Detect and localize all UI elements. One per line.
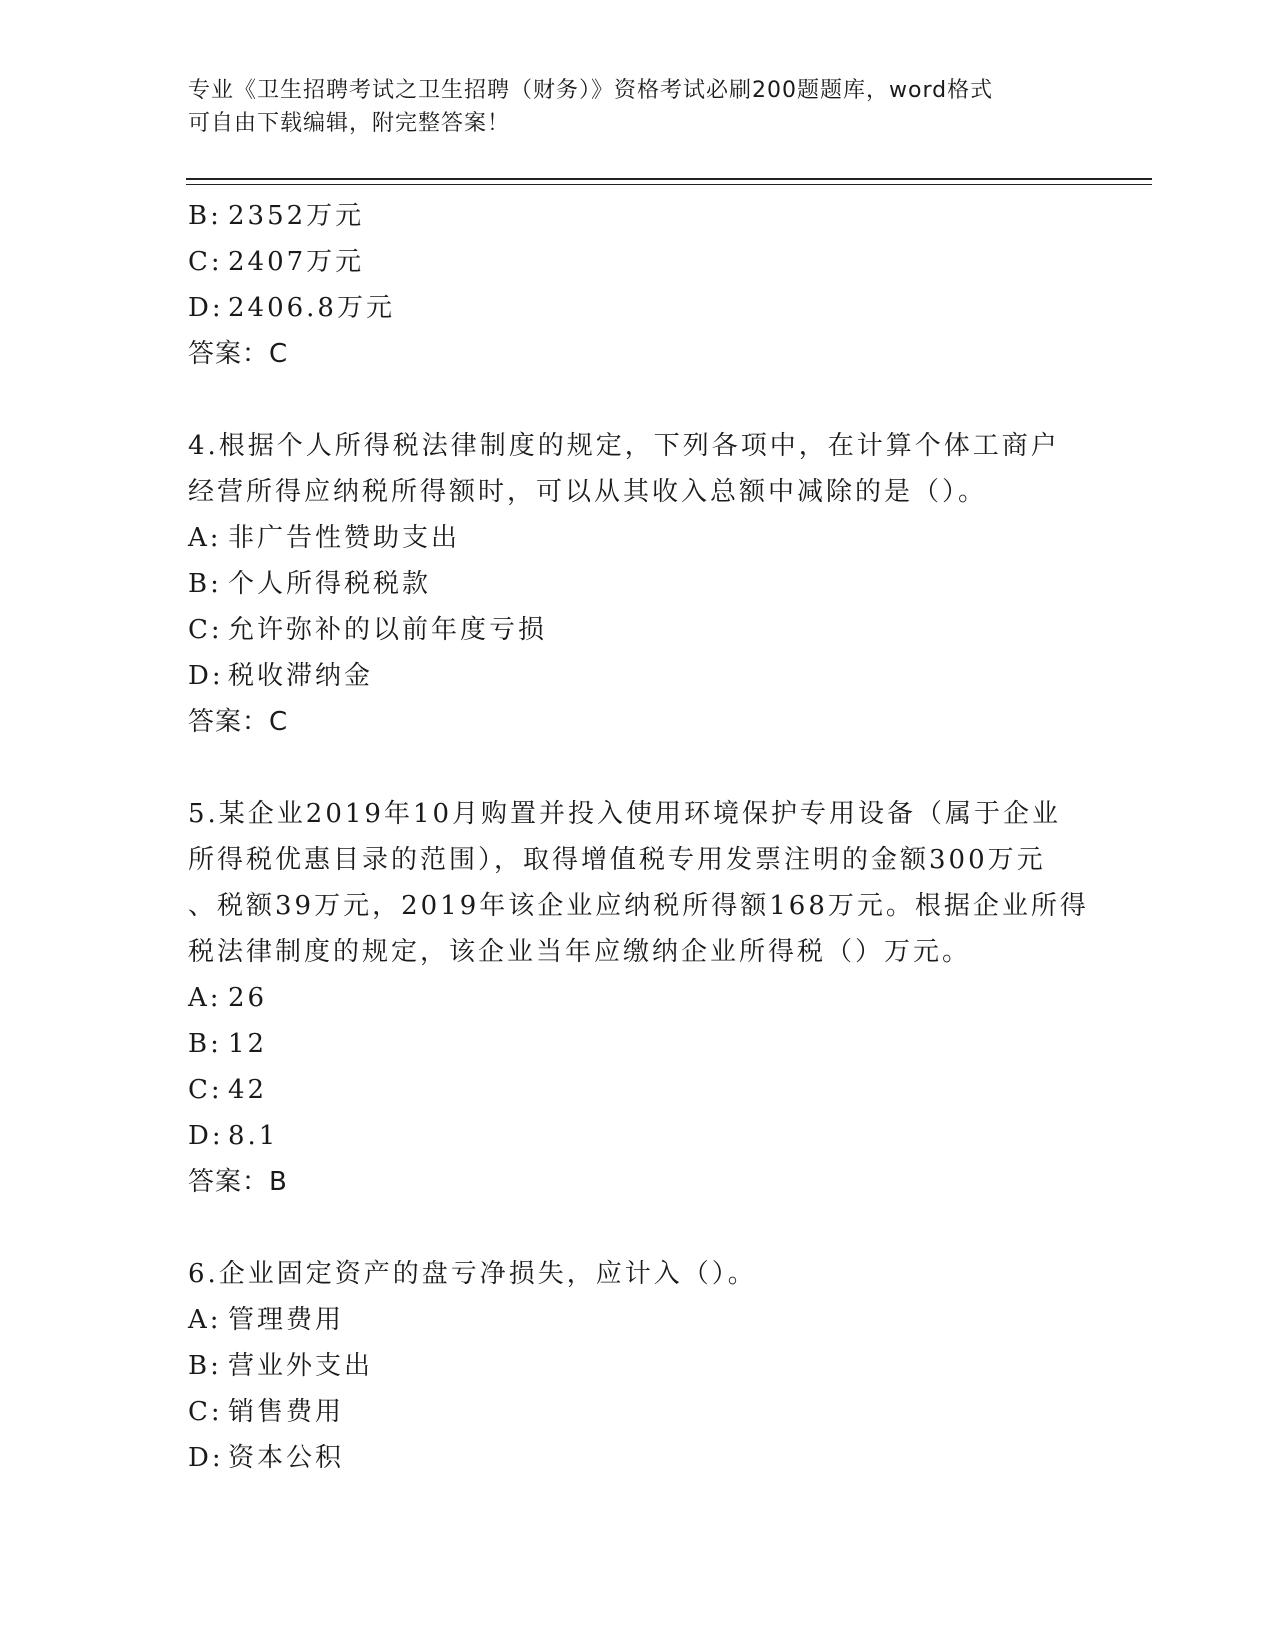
option-text: 营业外支出 xyxy=(228,1351,374,1381)
question-3-tail xyxy=(188,193,1088,377)
option-text: 非广告性赞助支出 xyxy=(228,523,461,553)
option-letter: D: xyxy=(188,661,224,691)
spacer xyxy=(188,377,1088,423)
option-text: 2406.8万元 xyxy=(228,293,395,323)
option-text: 税收滞纳金 xyxy=(228,661,374,691)
option-letter: C: xyxy=(188,615,223,645)
option-b xyxy=(188,561,1088,607)
option-a xyxy=(188,515,1088,561)
option-letter: A: xyxy=(188,523,222,553)
option-letter: B: xyxy=(188,569,222,599)
option-text: 2352万元 xyxy=(228,201,365,231)
question-stem-line: 5.某企业2019年10月购置并投入使用环境保护专用设备（属于企业 xyxy=(188,799,1062,829)
option-b xyxy=(188,1343,1088,1389)
spacer xyxy=(188,745,1088,791)
option-text: 管理费用 xyxy=(228,1305,345,1335)
option-letter: A: xyxy=(188,983,222,1013)
option-d xyxy=(188,1113,1088,1159)
header-line-1: 专业《卫生招聘考试之卫生招聘（财务）》资格考试必刷200题题库，word格式 xyxy=(188,78,994,103)
question-stem-line: 4.根据个人所得税法律制度的规定，下列各项中，在计算个体工商户 xyxy=(188,431,1060,461)
spacer xyxy=(188,1205,1088,1251)
question-5 xyxy=(188,791,1088,1205)
option-text: 12 xyxy=(228,1029,268,1059)
option-letter: D: xyxy=(188,293,224,323)
question-stem-line: 6.企业固定资产的盘亏净损失，应计入（）。 xyxy=(188,1259,757,1289)
option-c xyxy=(188,1067,1088,1113)
answer-line: 答案：B xyxy=(188,1167,288,1197)
option-text: 个人所得税税款 xyxy=(228,569,432,599)
option-d xyxy=(188,653,1088,699)
option-c xyxy=(188,607,1088,653)
option-text: 销售费用 xyxy=(228,1397,345,1427)
question-content xyxy=(188,193,1088,1481)
option-text: 8.1 xyxy=(228,1121,279,1151)
answer-line: 答案：C xyxy=(188,339,289,369)
option-letter: C: xyxy=(188,1075,223,1105)
option-c xyxy=(188,239,1088,285)
option-b xyxy=(188,1021,1088,1067)
option-text: 26 xyxy=(228,983,268,1013)
option-letter: C: xyxy=(188,247,223,277)
header-line-2: 可自由下载编辑，附完整答案！ xyxy=(188,111,511,136)
option-letter: B: xyxy=(188,1029,222,1059)
header-divider-thick xyxy=(186,178,1152,180)
answer-line: 答案：C xyxy=(188,707,289,737)
option-a xyxy=(188,1297,1088,1343)
option-text: 42 xyxy=(228,1075,268,1105)
option-b xyxy=(188,193,1088,239)
option-text: 2407万元 xyxy=(228,247,365,277)
question-stem-line: 、税额39万元，2019年该企业应纳税所得额168万元。根据企业所得 xyxy=(188,891,1089,921)
option-letter: B: xyxy=(188,1351,222,1381)
document-header xyxy=(188,74,1088,140)
option-text: 允许弥补的以前年度亏损 xyxy=(228,615,548,645)
option-letter: A: xyxy=(188,1305,222,1335)
option-letter: C: xyxy=(188,1397,223,1427)
option-letter: B: xyxy=(188,201,222,231)
header-divider-thin xyxy=(186,184,1152,185)
option-letter: D: xyxy=(188,1443,224,1473)
question-4 xyxy=(188,423,1088,745)
option-c xyxy=(188,1389,1088,1435)
option-text: 资本公积 xyxy=(228,1443,345,1473)
option-a xyxy=(188,975,1088,1021)
option-d xyxy=(188,285,1088,331)
question-stem-line: 税法律制度的规定，该企业当年应缴纳企业所得税（）万元。 xyxy=(188,937,972,967)
question-6 xyxy=(188,1251,1088,1481)
question-stem-line: 所得税优惠目录的范围），取得增值税专用发票注明的金额300万元 xyxy=(188,845,1046,875)
option-d xyxy=(188,1435,1088,1481)
question-stem-line: 经营所得应纳税所得额时，可以从其收入总额中减除的是（）。 xyxy=(188,477,988,507)
option-letter: D: xyxy=(188,1121,224,1151)
